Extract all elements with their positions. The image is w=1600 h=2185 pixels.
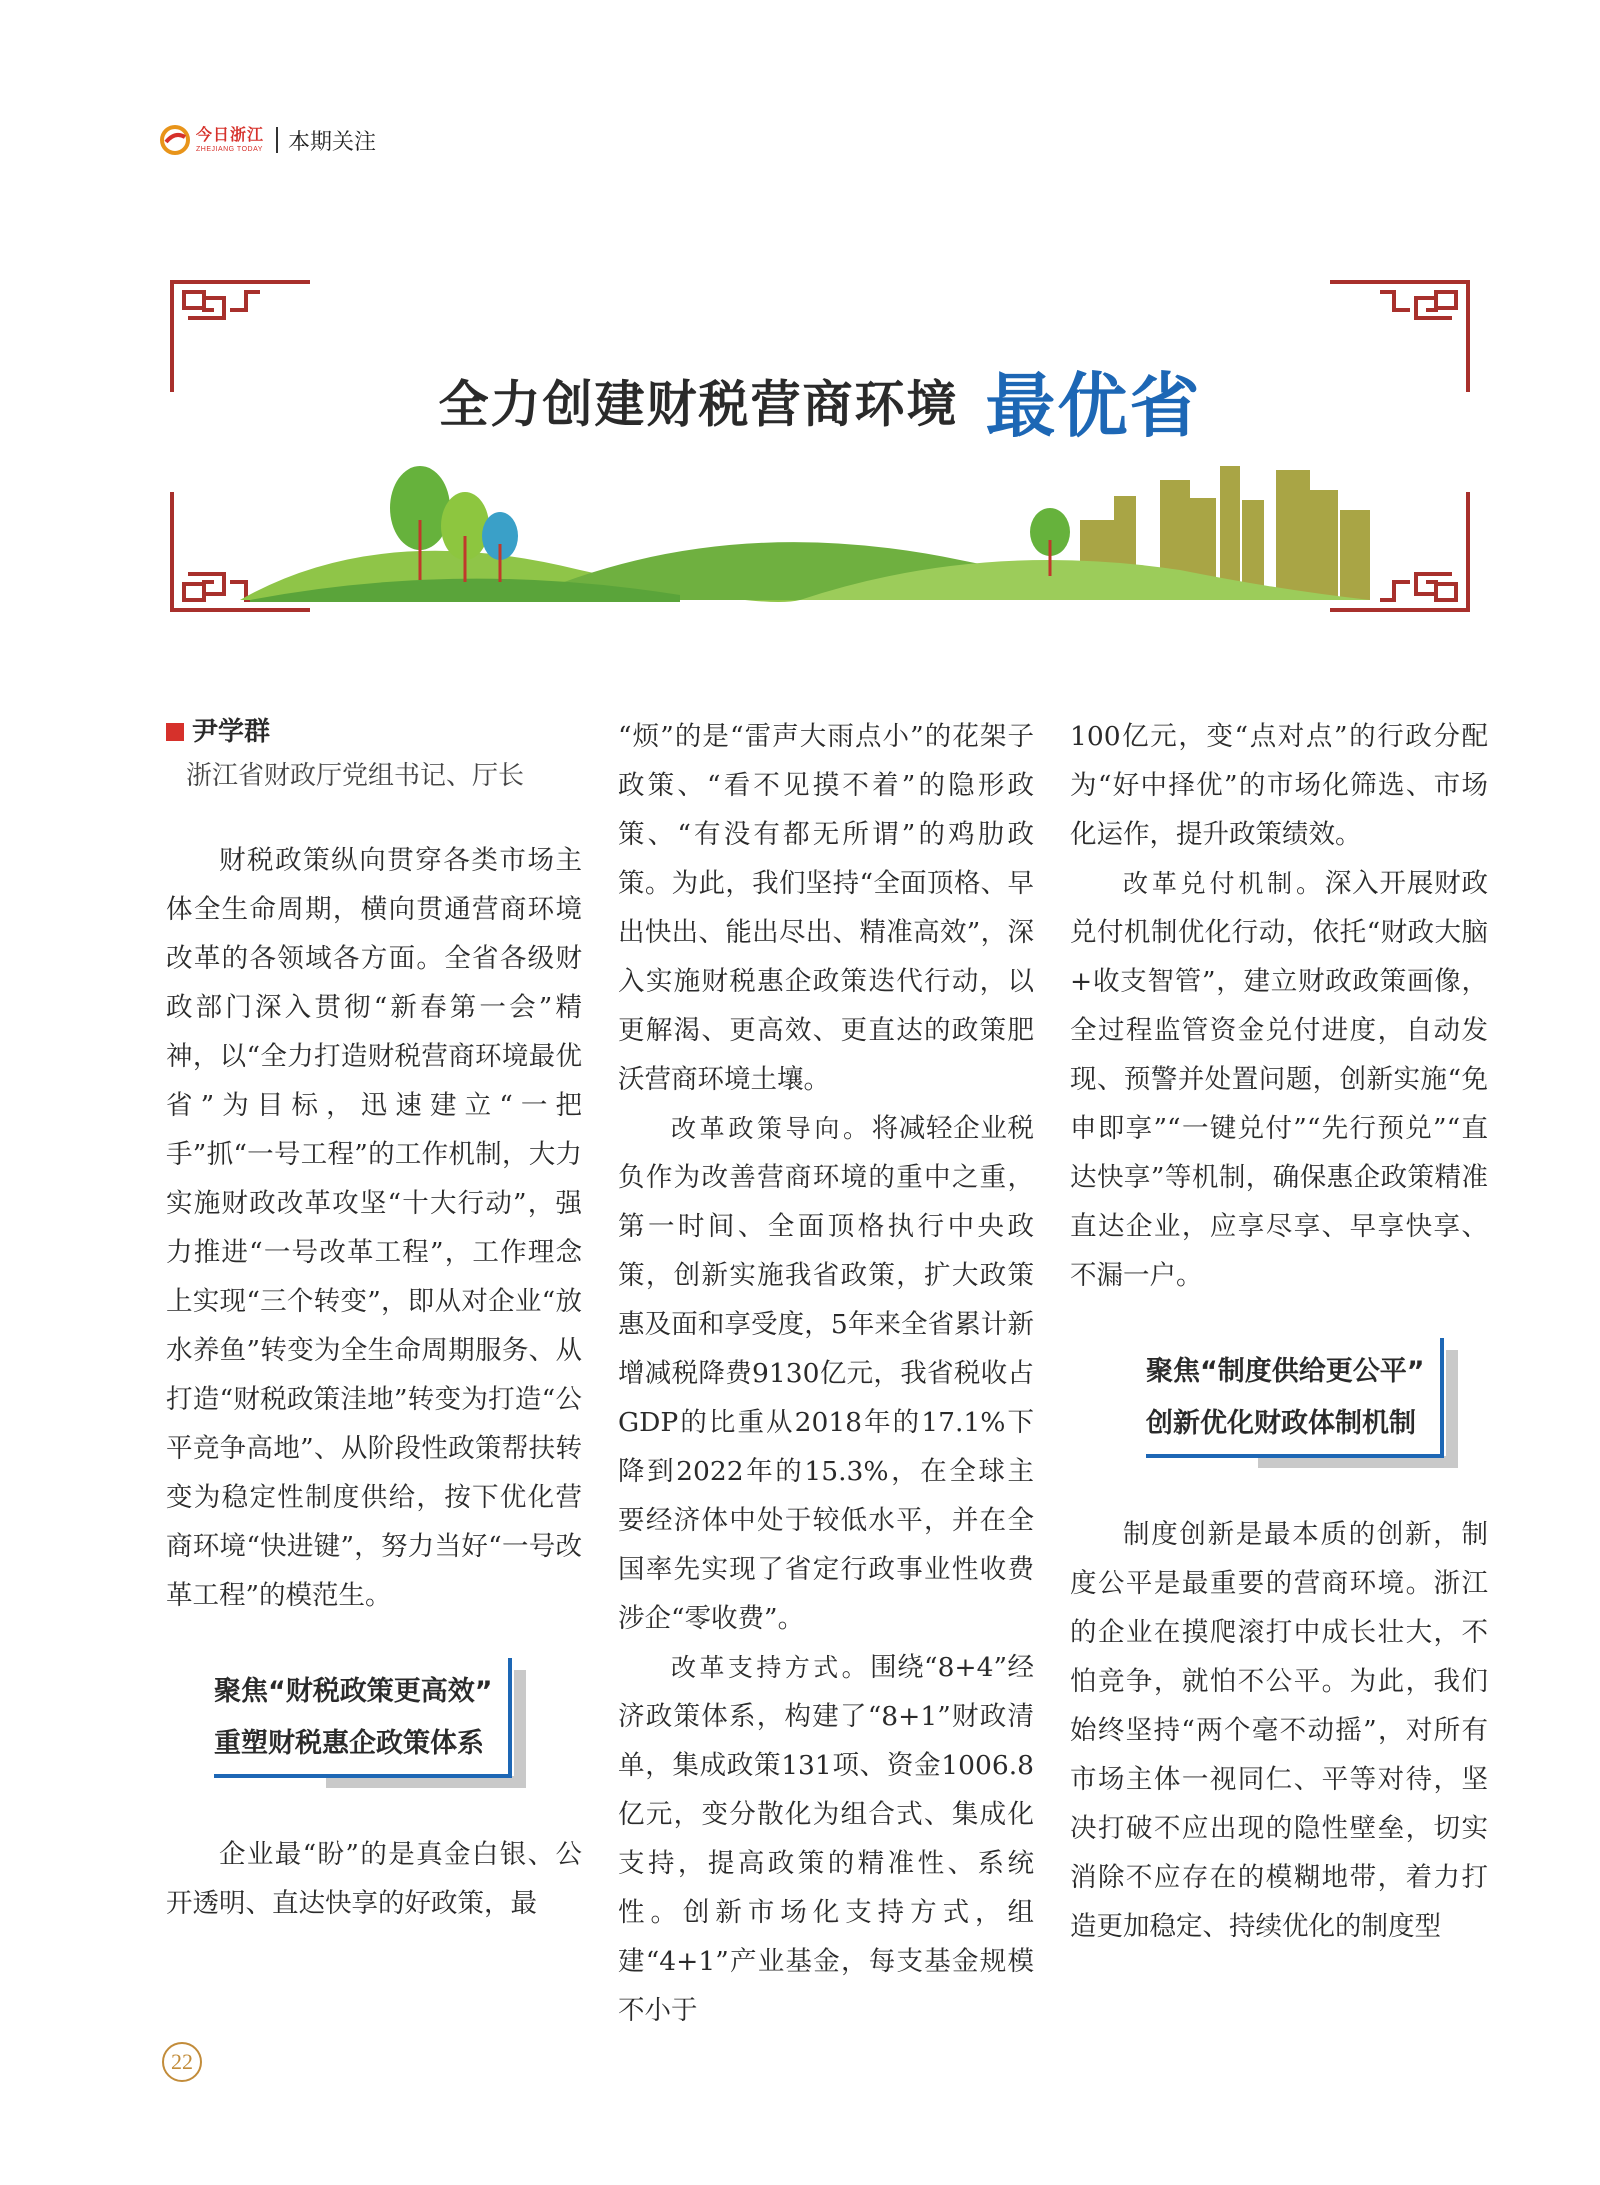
spacer: [166, 796, 582, 836]
page-number: 22: [162, 2042, 202, 2082]
text-column-1: [166, 712, 582, 1928]
article-title: [160, 350, 1480, 451]
author-marker-icon: [166, 723, 184, 741]
logo-icon: [160, 125, 190, 155]
paragraph-keyword: 改革兑付机制。: [1123, 869, 1325, 898]
heading-shadow: [1446, 1350, 1458, 1464]
logo-text: [196, 127, 264, 153]
heading-border: [1440, 1338, 1444, 1456]
section-heading-2: [1098, 1338, 1458, 1464]
heading-border: [508, 1658, 512, 1776]
paragraph: [618, 1104, 1034, 1643]
paragraph: 制度创新是最本质的创新，制度公平是最重要的营商环境。浙江的企业在摸爬滚打中成长壮大，不怕竞争，就怕不公平。为此，我们始终坚持“两个毫不动摇”，对所有市场主体一视同仁、平等对待，坚决打破不应出现的隐性壁垒，切实消除不应存在的模糊地带，着力打造更加稳定、持续优化的制度型: [1070, 1519, 1488, 1942]
header-divider: [276, 127, 278, 153]
paragraph-body: 将减轻企业税负作为改善营商环境的重中之重，第一时间、全面顶格执行中央政策，创新实施我省政策，扩大政策惠及面和享受度，5年来全省累计新增减税降费9130亿元，我省税收占GDP的比重从2018年的17.1%下降到2022年的15.3%，在全球主要经济体中处于较低水平，并在全国率先实现了省定行政事业性收费涉企“零收费”。: [618, 1113, 1034, 1634]
author-position: 浙江省财政厅党组书记、厅长: [186, 761, 525, 791]
paragraph: 企业最“盼”的是真金白银、公开透明、直达快享的好政策，最: [166, 1839, 582, 1919]
text-column-3: [1070, 712, 1488, 1951]
page-header: [160, 120, 376, 160]
section-heading-line: 聚焦“制度供给更公平”: [1146, 1356, 1425, 1387]
author-name-text: 尹学群: [192, 717, 271, 747]
section-heading-1: [166, 1658, 526, 1784]
paragraph: “烦”的是“雷声大雨点小”的花架子政策、“看不见摸不着”的隐形政策、“有没有都无所谓”的鸡肋政策。为此，我们坚持“全面顶格、早出快出、能出尽出、精准高效”，深入实施财税惠企政策迭代行动，以更解渴、更高效、更直达的政策肥沃营商环境土壤。: [618, 721, 1034, 1095]
paragraph-body: 围绕“8+4”经济政策体系，构建了“8+1”财政清单，集成政策131项、资金1006.8亿元，变分散化为组合式、集成化支持，提高政策的精准性、系统性。创新市场化支持方式，组建“4+1”产业基金，每支基金规模不小于: [618, 1652, 1034, 2026]
heading-shadow: [514, 1670, 526, 1784]
paragraph-keyword: 改革政策导向。: [671, 1114, 872, 1143]
paragraph: 财税政策纵向贯穿各类市场主体全生命周期，横向贯通营商环境改革的各领域各方面。全省各级财政部门深入贯彻“新春第一会”精神，以“全力打造财税营商环境最优省”为目标，迅速建立“一把手”抓“一号工程”的工作机制，大力实施财政改革攻坚“十大行动”，强力推进“一号改革工程”，工作理念上实现“三个转变”，即从对企业“放水养鱼”转变为全生命周期服务、从打造“财税政策洼地”转变为打造“公平竞争高地”、从阶段性政策帮扶转变为稳定性制度供给，按下优化营商环境“快进键”，努力当好“一号改革工程”的模范生。: [166, 845, 582, 1611]
title-main: 全力创建财税营商环境: [438, 374, 959, 434]
logo-english: ZHEJIANG TODAY: [196, 146, 263, 153]
author-name: [166, 712, 582, 752]
paragraph-body: 深入开展财政兑付机制优化行动，依托“财政大脑+收支智管”，建立财政政策画像，全过程监管资金兑付进度，自动发现、预警并处置问题，创新实施“免申即享”“一键兑付”“先行预兑”“直达快享”等机制，确保惠企政策精准直达企业，应享尽享、早享快享、不漏一户。: [1070, 868, 1488, 1291]
section-heading-line: 重塑财税惠企政策体系: [214, 1728, 484, 1759]
section-name: 本期关注: [288, 129, 377, 155]
title-accent: 最优省: [985, 365, 1202, 447]
paragraph: [618, 1643, 1034, 2035]
section-heading-line: 创新优化财政体制机制: [1146, 1408, 1416, 1439]
paragraph: 100亿元，变“点对点”的行政分配为“好中择优”的市场化筛选、市场化运作，提升政策绩效。: [1070, 721, 1488, 850]
text-column-2: [618, 712, 1034, 2035]
logo-chinese: 今日浙江: [196, 125, 265, 144]
title-banner: [160, 270, 1480, 630]
paragraph-keyword: 改革支持方式。: [671, 1653, 871, 1682]
paragraph: [1070, 859, 1488, 1300]
heading-border: [214, 1774, 512, 1778]
section-heading-line: 聚焦“财税政策更高效”: [214, 1676, 493, 1707]
heading-border: [1146, 1454, 1444, 1458]
